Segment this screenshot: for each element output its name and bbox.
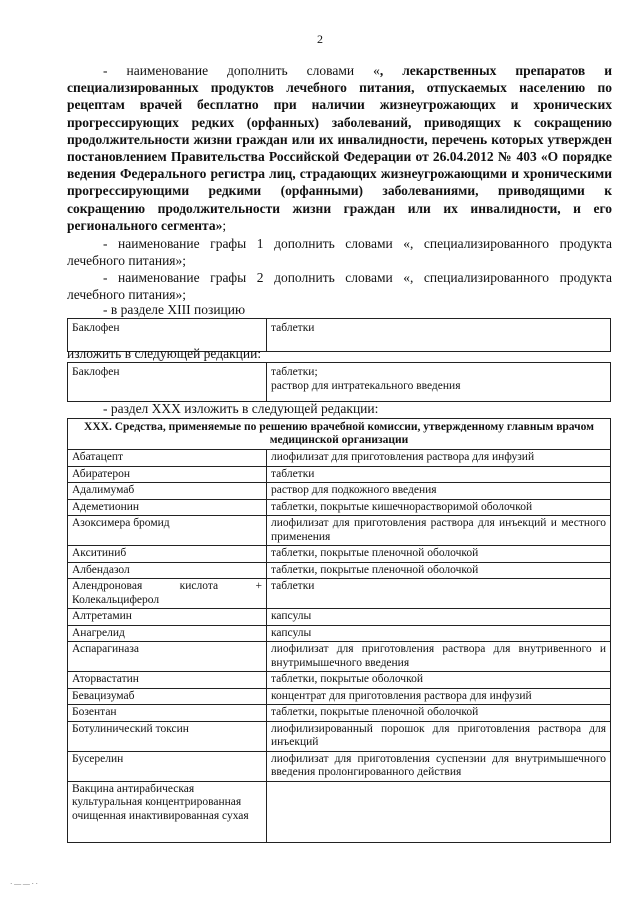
table-row — [68, 450, 611, 467]
drug-name-cell: Бевацизумаб — [68, 688, 267, 705]
drug-name-cell: Аспарагиназа — [68, 642, 267, 672]
drug-form-cell: раствор для подкожного введения — [267, 483, 611, 500]
drug-form-cell: концентрат для приготовления раствора для инфузий — [267, 688, 611, 705]
drug-form-cell: таблетки, покрытые пленочной оболочкой — [267, 705, 611, 722]
drug-name-cell: Абатацепт — [68, 450, 267, 467]
drug-name-cell: Азоксимера бромид — [68, 516, 267, 546]
drug-form-cell — [267, 781, 611, 842]
drug-form-cell: таблетки, покрытые пленочной оболочкой — [267, 546, 611, 563]
drug-name-cell: Абиратерон — [68, 466, 267, 483]
paragraph-column1 — [67, 235, 612, 269]
page-number: 2 — [317, 32, 323, 46]
intro-paragraph — [67, 62, 612, 234]
drug-name-cell: Адеметионин — [68, 499, 267, 516]
new-position-table — [67, 362, 611, 402]
table-row — [68, 751, 611, 781]
table-row — [68, 546, 611, 563]
drug-form-cell: лиофилизат для приготовления раствора для инъекций и местного применения — [267, 516, 611, 546]
drug-form-cell: таблетки, покрытые оболочкой — [267, 672, 611, 689]
footer-mark: · — — · · — [10, 880, 38, 888]
intro-normal-start: - наименование дополнить словами « — [103, 63, 380, 78]
table-header: XXX. Средства, применяемые по решению врачебной комиссии, утвержденному главным врачом медицинской организации — [68, 419, 611, 450]
old-drug-form: таблетки — [267, 319, 611, 352]
drug-name-cell: Алтретамин — [68, 609, 267, 626]
table-row — [68, 499, 611, 516]
drug-name-cell: Анагрелид — [68, 625, 267, 642]
drug-name-cell: Ботулинический токсин — [68, 721, 267, 751]
section13-line: - в разделе XIII позицию — [103, 302, 246, 317]
drug-name-cell: Албендазол — [68, 562, 267, 579]
table-row — [68, 642, 611, 672]
table-row — [68, 466, 611, 483]
drug-name-cell: Вакцина антирабическая культуральная концентрированная очищенная инактивированная сухая — [68, 781, 267, 842]
drug-name-cell: Бозентан — [68, 705, 267, 722]
drug-name-cell: Адалимумаб — [68, 483, 267, 500]
drug-name-cell: Алендроновая кислота + Колекальциферол — [68, 579, 267, 609]
drug-form-cell: капсулы — [267, 609, 611, 626]
table-row — [68, 579, 611, 609]
table-row — [68, 705, 611, 722]
table-row — [68, 609, 611, 626]
drug-name-cell: Акситиниб — [68, 546, 267, 563]
table-row — [68, 363, 611, 402]
table-header-row — [68, 419, 611, 450]
drug-form-cell: лиофилизат для приготовления суспензии для внутримышечного введения пролонгированного действия — [267, 751, 611, 781]
table-row — [68, 625, 611, 642]
drug-name-cell: Бусерелин — [68, 751, 267, 781]
old-drug-name: Баклофен — [68, 319, 267, 352]
new-drug-form-line1: таблетки; — [271, 366, 318, 378]
drug-form-cell: таблетки, покрытые кишечнорастворимой оболочкой — [267, 499, 611, 516]
new-drug-name: Баклофен — [68, 363, 267, 402]
section30-line: - раздел XXX изложить в следующей редакции: — [103, 401, 379, 416]
medicines-table — [67, 418, 611, 843]
drug-form-cell: таблетки — [267, 466, 611, 483]
paragraph-column1-text: - наименование графы 1 дополнить словами «, специализированного продукта лечебного питания»; — [67, 236, 612, 269]
drug-form-cell: таблетки — [267, 579, 611, 609]
table-row — [68, 672, 611, 689]
drug-form-cell: таблетки, покрытые пленочной оболочкой — [267, 562, 611, 579]
drug-form-cell: лиофилизат для приготовления раствора для инфузий — [267, 450, 611, 467]
new-drug-form-line2: раствор для интратекального введения — [271, 379, 461, 392]
paragraph-column2-text: - наименование графы 2 дополнить словами «, специализированного продукта лечебного питания»; — [67, 270, 612, 303]
paragraph-column2 — [67, 269, 612, 303]
intro-bold-text: , лекарственных препаратов и специализированных продуктов лечебного питания, отпускаемых населению по рецептам врачей бесплатно при наличии жизнеугрожающих и хронических прогрессирующих редких (орфанных) заболеваний, приводящих к сокращению продолжительности жизни граждан или их инвалидности, перечень которых утвержден постановлением Правительства Российской Федерации от 26.04.2012 № 403 «О порядке ведения Федерального регистра лиц, страдающих жизнеугрожающими и хроническими прогрессирующими редкими (орфанными) заболеваниями, приводящими к сокращению продолжительности жизни граждан или их инвалидности, и его регионального сегмента» — [67, 63, 612, 233]
drug-form-cell: лиофилизированный порошок для приготовления раствора для инъекций — [267, 721, 611, 751]
drug-form-cell: лиофилизат для приготовления раствора для внутривенного и внутримышечного введения — [267, 642, 611, 672]
table-row — [68, 781, 611, 842]
drug-form-cell: капсулы — [267, 625, 611, 642]
intro-normal-end: ; — [222, 217, 227, 233]
table-row — [68, 721, 611, 751]
new-drug-form — [267, 363, 611, 402]
restate-line: изложить в следующей редакции: — [67, 346, 262, 361]
drug-name-cell: Аторвастатин — [68, 672, 267, 689]
table-row — [68, 562, 611, 579]
table-row — [68, 516, 611, 546]
table-row — [68, 688, 611, 705]
table-row — [68, 483, 611, 500]
